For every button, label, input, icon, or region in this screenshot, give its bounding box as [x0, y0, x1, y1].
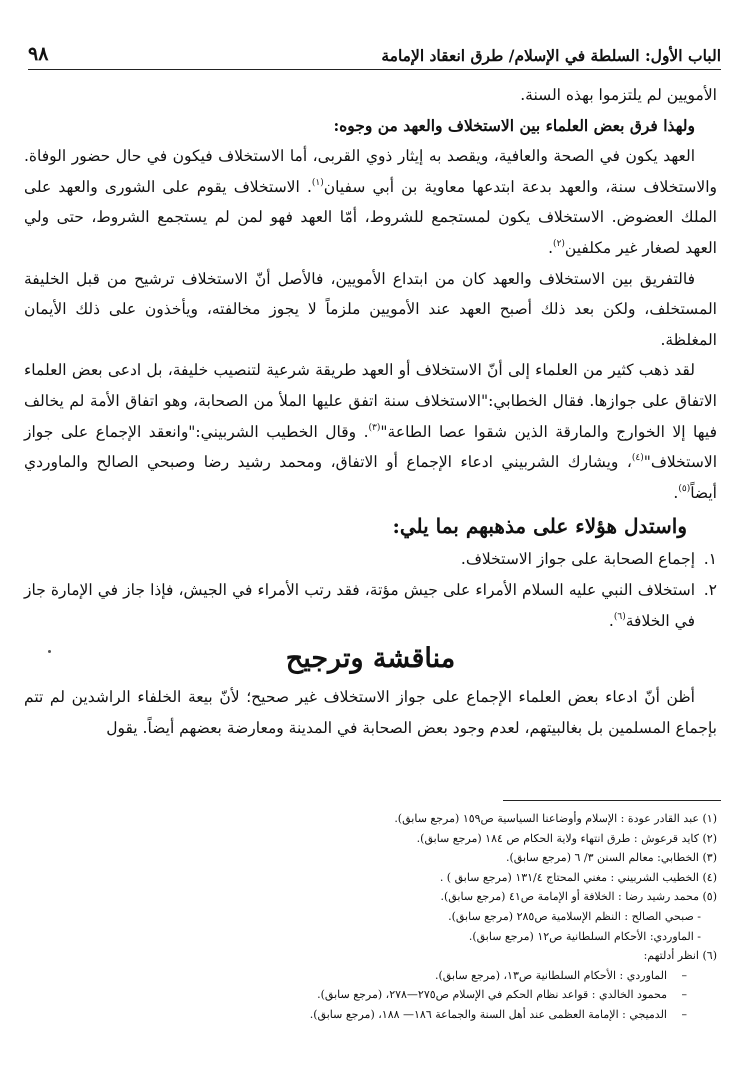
footnote-separator	[503, 800, 721, 801]
footnote-6-item	[120, 1005, 717, 1025]
footnote-4: (٤) الخطيب الشربيني : مغني المحتاج ١٣١/٤ (مرجع سابق ) .	[439, 870, 717, 884]
footnote-ref-4[interactable]: (٤)	[631, 453, 644, 464]
running-title: الباب الأول: السلطة في الإسلام/ طرق انعقاد الإمامة	[381, 46, 721, 65]
page-header	[28, 36, 721, 70]
footnote-6-item-text: الماوردي : الأحكام السلطانية ص١٣، (مرجع سابق).	[435, 968, 667, 982]
paragraph-2: فالتفريق بين الاستخلاف والعهد كان من ابتداع الأمويين، فالأصل أنّ الاستخلاف ترشيح من قبل الخليفة المستخلف، ولكن بعد ذلك أصبح العهد عند الأمويين ملزماً لا يجوز مخالفته، ويأخذون على ذلك الأيمان المغلظة.	[24, 269, 717, 349]
footnote-ref-3[interactable]: (٣)	[368, 422, 381, 433]
paragraph-3-text-a: لقد ذهب كثير من العلماء إلى أنّ الاستخلاف أو العهد طريقة شرعية لتنصيب خليفة، بل ادعى بعض العلماء الاتفاق على جوازها. فقال الخطابي:"الاستخلاف سنة اتفق عليها الملأ من الصحابة، وهو اتفاق الأمة لم يخالف فيها إلا الخوارج والمارقة الذين شقوا عصا الطاعة"	[24, 361, 717, 441]
footnote-5-sub: - الماوردي: الأحكام السلطانية ص١٢ (مرجع سابق).	[468, 929, 701, 943]
footnote-ref-2[interactable]: (٢)	[553, 238, 565, 249]
footnote-5: (٥) محمد رشيد رضا : الخلافة أو الإمامة ص٤١ (مرجع سابق).	[440, 890, 717, 904]
main-text	[24, 80, 717, 743]
paragraph-3-text-b: . وقال الخطيب الشربيني:"وانعقد الإجماع على جواز الاستخلاف"	[24, 422, 717, 472]
footnote-ref-1[interactable]: (١)	[311, 177, 324, 188]
paragraph-4: أظن أنّ ادعاء بعض العلماء الإجماع على جواز الاستخلاف غير صحيح؛ لأنّ بيعة الخلفاء الراشدين لم تتم بإجماع المسلمين بل بغالبيتهم، لعدم وجود بعض الصحابة في المدينة ومعارضة بعضهم أيضاً. يقول	[24, 688, 717, 737]
paragraph-3-text-c: ، ويشارك الشربيني ادعاء الإجماع أو الاتفاق، ومحمد رشيد رضا وصبحي الصالح والماوردي أيضاً	[24, 453, 717, 502]
section-heading: مناقشة وترجيح	[285, 643, 456, 675]
footnote-6-item-text: محمود الخالدي : قواعد نظام الحكم في الإسلام ص٢٧٥—٢٧٨، (مرجع سابق).	[317, 988, 667, 1002]
margin-dot	[48, 650, 51, 653]
list-text: استخلاف النبي عليه السلام الأمراء على جيش مؤتة، فقد رتب الأمراء في الجيش، فإذا جاز في الإمارة جاز في الخلافة	[24, 580, 695, 630]
footnote-6-item-text: الدميجي : الإمامة العظمى عند أهل السنة والجماعة ١٨٦— ١٨٨، (مرجع سابق).	[309, 1007, 667, 1021]
paragraph-1-text-c: .	[548, 238, 554, 257]
paragraph-3-text-d: .	[673, 483, 679, 502]
dash-bullet: –	[681, 988, 687, 1002]
continuation-line: الأمويين لم يلتزموا بهذه السنة.	[520, 86, 717, 104]
list-number: ١.	[703, 550, 717, 569]
footnote-2: (٢) كايد قرعوش : طرق انتهاء ولاية الحكام ص ١٨٤ (مرجع سابق).	[416, 831, 717, 845]
footnote-1: (١) عبد القادر عودة : الإسلام وأوضاعنا السياسية ص١٥٩ (مرجع سابق).	[394, 812, 717, 825]
section-lead-bold: ولهذا فرق بعض العلماء بين الاستخلاف والعهد من وجوه:	[333, 115, 695, 135]
footnote-5-sub: - صبحي الصالح : النظم الإسلامية ص٢٨٥ (مرجع سابق).	[448, 909, 701, 923]
footnote-3: (٣) الخطابي: معالم السنن ٣/ ٦ (مرجع سابق).	[506, 851, 717, 865]
footnote-6: (٦) انظر أدلتهم:	[643, 949, 717, 963]
footnotes	[120, 809, 717, 1025]
list-text: إجماع الصحابة على جواز الاستخلاف.	[460, 550, 695, 569]
list-number: ٢.	[703, 580, 717, 599]
paragraph-1-text-a: العهد يكون في الصحة والعافية، ويقصد به إيثار ذوي القربى، أما الاستخلاف فيكون في حال حضور الوفاة. والاستخلاف سنة، والعهد بدعة ابتدعها معاوية بن أبي سفيان	[24, 147, 718, 196]
footnote-6-item	[120, 985, 717, 1005]
dash-bullet: –	[681, 968, 687, 982]
paragraph-3	[24, 355, 717, 508]
footnote-6-item	[120, 966, 717, 986]
page-number: ٩٨	[28, 43, 49, 65]
footnote-ref-6[interactable]: (٦)	[613, 611, 626, 622]
list-item	[24, 544, 717, 575]
sub-heading: واستدل هؤلاء على مذهبهم بما يلي:	[392, 514, 687, 539]
footnote-ref-5[interactable]: (٥)	[678, 483, 691, 494]
list-text-tail: .	[608, 611, 614, 630]
paragraph-1-text-b: . الاستخلاف يقوم على الشورى والعهد على الملك العضوض. الاستخلاف يكون لمستجمع للشروط، أمّا العهد فهو لمن لم يستجمع الشروط، حتى ولي العهد لصغار غير مكلفين	[24, 177, 717, 257]
dash-bullet: –	[681, 1007, 687, 1021]
paragraph-1	[24, 141, 717, 263]
list-item	[24, 575, 717, 636]
